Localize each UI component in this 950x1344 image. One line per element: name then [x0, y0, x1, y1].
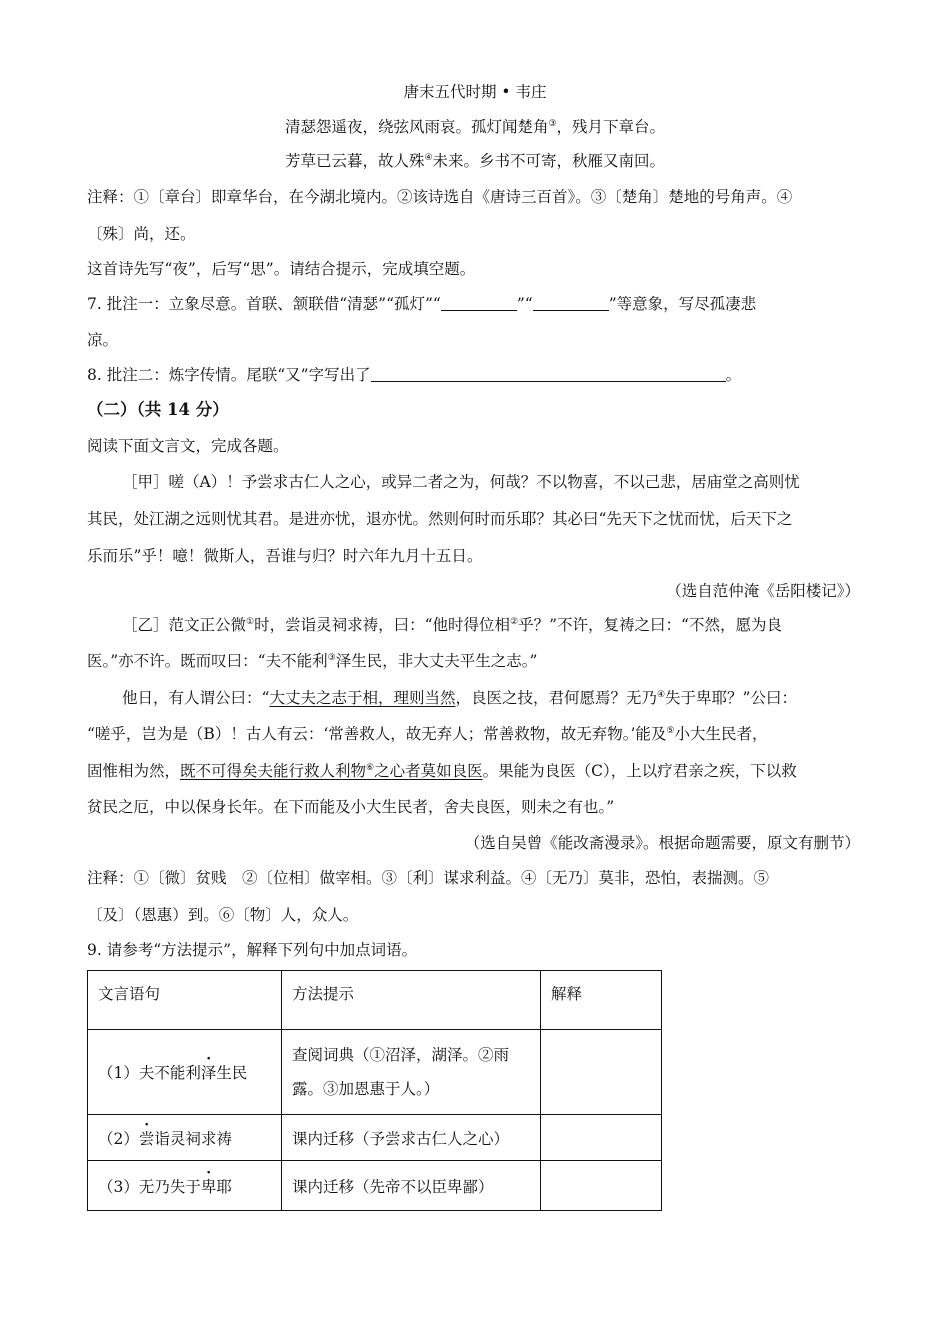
- yi-text: 医。”亦不许。既而叹曰：“夫不能利: [87, 652, 328, 670]
- underlined-text-b: 之心者莫如良医: [374, 762, 483, 780]
- sentence-text: 诣灵祠求祷: [154, 1129, 232, 1148]
- footnote-marker: ⑤: [666, 726, 675, 736]
- question-9-prompt: 9. 请参考“方法提示”，解释下列句中加点词语。: [87, 941, 418, 959]
- method-cell: [282, 1030, 541, 1115]
- question-7: [87, 293, 756, 315]
- yi-text: 泽生民，非大丈夫平生之志。”: [335, 652, 538, 670]
- method-text: 查阅词典（①沼泽，湖泽。②雨露。③加恩惠于人。）: [292, 1046, 510, 1098]
- yi-text: 。果能为良医（C），上以疗君亲之疾，下以救: [482, 762, 797, 780]
- yi-text: 他日，有人谓公曰：“: [122, 689, 270, 707]
- underlined-phrase: 大丈夫之志于相，理则当然: [269, 689, 456, 707]
- poem-notes-line-1: 注释：①〔章台〕即章华台，在今湖北境内。②该诗选自《唐诗三百首》。③〔楚角〕楚地的号角声。④: [87, 188, 793, 206]
- yi-source: （选自吴曾《能改斋漫录》。根据命题需要，原文有删节）: [464, 834, 860, 852]
- poem-line-1: [0, 116, 950, 138]
- q8-blank[interactable]: [371, 365, 726, 382]
- poem-line-1-text-b: ，残月下章台。: [556, 118, 666, 136]
- footnote-marker: ③: [327, 653, 336, 663]
- poem-line-2-text-a: 芳草已云暮，故人殊: [284, 152, 425, 170]
- jia-line-3: 乐而乐”乎！噫！微斯人，吾谁与归？时六年九月十五日。: [87, 547, 483, 565]
- jia-source: （选自范仲淹《岳阳楼记》）: [666, 582, 860, 600]
- poem-instruction: 这首诗先写“夜”，后写“思”。请结合提示，完成填空题。: [87, 260, 476, 278]
- q7-blank-1[interactable]: [441, 294, 517, 311]
- footnote-marker: ④: [424, 153, 433, 163]
- answer-cell[interactable]: [541, 1161, 662, 1211]
- poem-notes-line-2: 〔殊〕尚，还。: [87, 225, 196, 243]
- yi-notes-line-1: 注释：①〔微〕贫贱 ②〔位相〕做宰相。③〔利〕谋求利益。④〔无乃〕莫非，恐怕，表揣测。⑤: [87, 869, 770, 887]
- footnote-marker: ①: [246, 617, 255, 627]
- sentence-text: 生民: [216, 1064, 248, 1082]
- sentence-text: （2）: [98, 1129, 139, 1148]
- sentence-cell: [88, 1161, 282, 1211]
- yi-p2-line-1: [122, 687, 797, 709]
- header-cell: 文言语句: [88, 971, 282, 1030]
- section-2-intro: 阅读下面文言文，完成各题。: [87, 437, 289, 455]
- footnote-marker: ⑥: [366, 763, 375, 773]
- sentence-text: （1）夫不能利: [98, 1064, 201, 1082]
- answer-cell[interactable]: [541, 1030, 662, 1115]
- q7-text-b: ”“: [516, 295, 533, 313]
- underlined-sentence: [180, 762, 483, 780]
- footnote-marker: ②: [510, 617, 519, 627]
- yi-text: 乎？”不许，复祷之曰：“不然，愿为良: [518, 616, 782, 634]
- dotted-word: 卑: [200, 1177, 217, 1196]
- sentence-text: （3）无乃失于: [98, 1177, 201, 1196]
- dotted-word: 尝: [138, 1129, 155, 1148]
- yi-text: “嗟乎，岂为是（B）！古人有云：‘常善救人，故无弃人；常善救物，故无弃物。’能及: [87, 725, 667, 743]
- yi-text: 失于卑耶？”公曰：: [665, 689, 797, 707]
- poem-line-1-text-a: 清瑟怨遥夜，绕弦风雨哀。孤灯闻楚角: [284, 118, 549, 136]
- poem-line-2-text-b: 未来。乡书不可寄，秋雁又南回。: [432, 152, 666, 170]
- poem-line-2: [0, 150, 950, 172]
- jia-line-1: ［甲］嗟（A）！予尝求古仁人之心，或异二者之为，何哉？不以物喜，不以己悲，居庙堂之高则忧: [122, 473, 800, 491]
- footnote-marker: ④: [656, 690, 666, 700]
- q9-table: [87, 970, 662, 1211]
- method-cell: 课内迁移（予尝求古仁人之心）: [282, 1115, 541, 1161]
- method-cell: 课内迁移（先帝不以臣卑鄙）: [282, 1161, 541, 1211]
- yi-p1-line-2: [87, 650, 537, 672]
- section-2-heading: （二）（共 14 分）: [87, 400, 229, 419]
- jia-line-2: 其民，处江湖之远则忧其君。是进亦忧，退亦忧。然则何时而乐耶？其必曰“先天下之忧而忧，后天下之: [87, 510, 793, 528]
- dotted-word: 泽: [200, 1064, 217, 1082]
- yi-text: ［乙］范文正公微: [122, 616, 247, 634]
- yi-text: 固惟相为然，: [87, 762, 181, 780]
- q7-blank-2[interactable]: [533, 294, 609, 311]
- table-row: [88, 1030, 662, 1115]
- q7-text-a: 7. 批注一：立象尽意。首联、颔联借“清瑟”“孤灯”“: [87, 295, 441, 313]
- table-row: [88, 1115, 662, 1161]
- sentence-text: 耶: [216, 1177, 232, 1196]
- table-row: [88, 1161, 662, 1211]
- table-header-row: [88, 971, 662, 1030]
- sentence-cell: [88, 1115, 282, 1161]
- q8-text-b: 。: [725, 366, 742, 384]
- header-cell: 解释: [541, 971, 662, 1030]
- question-8: [87, 364, 741, 386]
- sentence-cell: [88, 1030, 282, 1115]
- question-7-continued: 凉。: [87, 331, 119, 349]
- q7-text-c: ”等意象，写尽孤凄悲: [608, 295, 757, 313]
- footnote-marker: ③: [548, 119, 557, 129]
- yi-text: 小大生民者，: [674, 725, 768, 743]
- yi-text: 时，尝诣灵祠求祷，曰：“他时得位相: [254, 616, 511, 634]
- yi-p2-line-3: [87, 760, 797, 782]
- yi-p1-line-1: [122, 614, 782, 636]
- yi-p2-line-4: 贫民之厄，中以保身长年。在下而能及小大生民者，舍夫良医，则未之有也。”: [87, 798, 615, 816]
- header-cell: 方法提示: [282, 971, 541, 1030]
- underlined-text-a: 既不可得矣夫能行救人利物: [180, 762, 367, 780]
- yi-notes-line-2: 〔及〕（恩惠）到。⑥〔物〕人，众人。: [87, 906, 359, 924]
- yi-p2-line-2: [87, 723, 768, 745]
- yi-text: ，良医之技，君何愿焉？无乃: [455, 689, 657, 707]
- poem-author-line: 唐末五代时期 • 韦庄: [403, 83, 547, 101]
- q8-text-a: 8. 批注二：炼字传情。尾联“又”字写出了: [87, 366, 371, 384]
- answer-cell[interactable]: [541, 1115, 662, 1161]
